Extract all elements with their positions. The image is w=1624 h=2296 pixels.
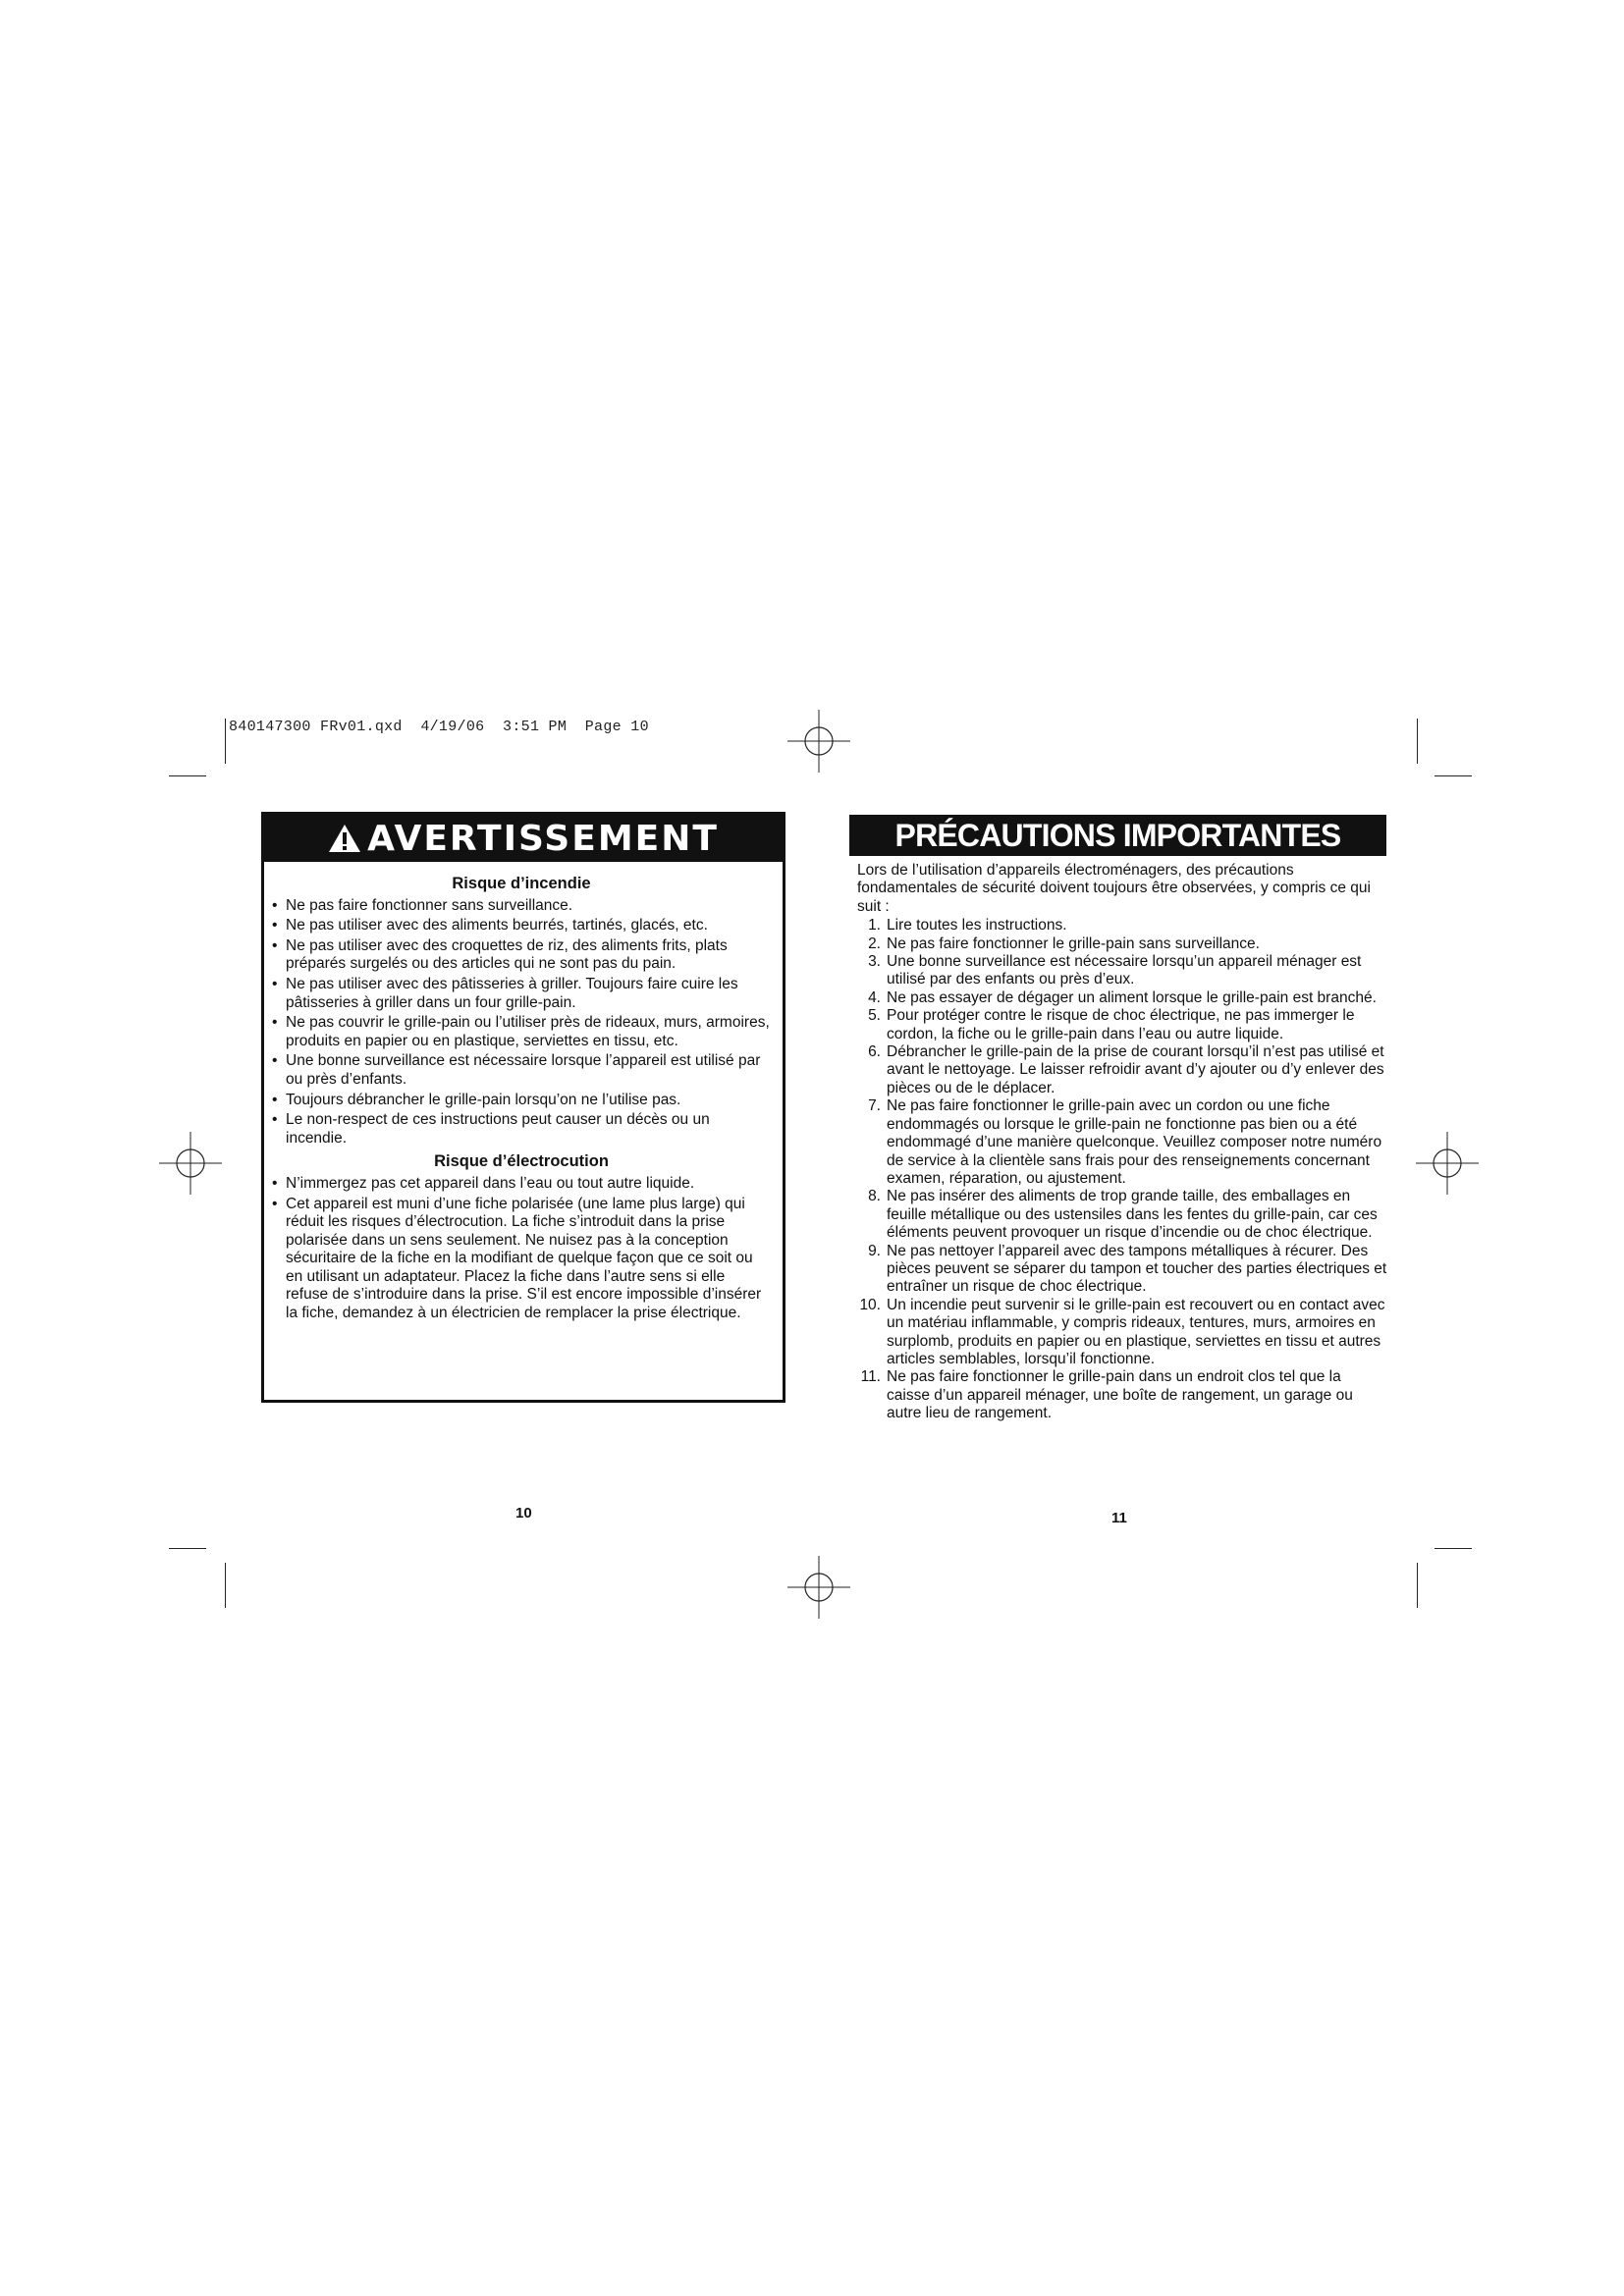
warning-title: AVERTISSEMENT: [367, 818, 719, 859]
list-item: • Toujours débrancher le grille-pain lorsqu’on ne l’utilise pas.: [272, 1092, 771, 1110]
list-item: • Le non-respect de ces instructions peut causer un décès ou un incendie.: [272, 1111, 771, 1148]
list-item: • Une bonne surveillance est nécessaire lorsque l’appareil est utilisé par ou près d’enfants.: [272, 1052, 771, 1089]
list-item: [857, 1188, 1387, 1242]
crop-mark: [169, 775, 206, 776]
item-text: Une bonne surveillance est nécessaire lorsqu’un appareil ménager est utilisé par des enfants ou près d’eux.: [887, 953, 1362, 988]
item-text: Ne pas faire fonctionner le grille-pain dans un endroit clos tel que la caisse d’un appareil ménager, une boîte de rangement, un garage ou autre lieu de rangement.: [887, 1368, 1353, 1422]
item-number: 7.: [868, 1097, 881, 1115]
list-item: [857, 1097, 1387, 1188]
item-number: 10.: [859, 1296, 881, 1313]
list-item: • N’immergez pas cet appareil dans l’eau ou tout autre liquide.: [272, 1175, 771, 1194]
fire-risk-list: [272, 897, 771, 1148]
list-item: • Cet appareil est muni d’une fiche polarisée (une lame plus large) qui réduit les risques d’électrocution. La fiche s’introduit dans la prise polarisée dans un sens seulement. Ne nuisez pas à la conception sécuritaire de la fiche en la modifiant de quelque façon que ce soit ou en utilisant un adaptateur. Placez la fiche dans l’autre sens si elle refuse de s’introduire dans la prise. S’il est encore impossible d’insérer la fiche, demandez à un électricien de remplacer la prise électrique.: [272, 1196, 771, 1323]
precautions-body: [857, 862, 1387, 1423]
precautions-intro: Lors de l’utilisation d’appareils électroménagers, des précautions fondamentales de sécurité doivent toujours être observées, y compris ce qui suit :: [857, 862, 1371, 915]
warning-box: [261, 812, 785, 1403]
shock-risk-list: [272, 1175, 771, 1323]
crop-mark: [1435, 1548, 1472, 1549]
item-number: 3.: [868, 953, 881, 971]
precautions-list: [857, 917, 1387, 1422]
crop-mark: [1417, 1563, 1418, 1608]
crop-mark: [1435, 775, 1472, 776]
item-number: 1.: [868, 917, 881, 934]
list-item: • Ne pas couvrir le grille-pain ou l’utiliser près de rideaux, murs, armoires, produits en papier ou en plastique, serviettes en tissu, etc.: [272, 1014, 771, 1050]
page-number-left: 10: [515, 1505, 532, 1522]
list-item: • Ne pas utiliser avec des aliments beurrés, tartinés, glacés, etc.: [272, 917, 771, 935]
list-item: [857, 935, 1387, 953]
list-item: [857, 1043, 1387, 1097]
list-item: [857, 1007, 1387, 1043]
list-item: • Ne pas faire fonctionner sans surveillance.: [272, 897, 771, 916]
shock-risk-heading: Risque d’électrocution: [434, 1152, 609, 1171]
list-item: [857, 989, 1387, 1007]
page-number-right: 11: [1111, 1510, 1127, 1526]
item-number: 6.: [868, 1043, 881, 1061]
item-number: 11.: [860, 1368, 881, 1386]
registration-mark-icon: [787, 710, 850, 773]
item-number: 4.: [868, 988, 881, 1006]
item-number: 9.: [868, 1242, 881, 1259]
item-text: Lire toutes les instructions.: [887, 917, 1067, 934]
fire-risk-heading: Risque d’incendie: [452, 875, 591, 892]
crop-mark: [169, 1548, 206, 1549]
list-item: [857, 953, 1387, 989]
list-item: • Ne pas utiliser avec des pâtisseries à griller. Toujours faire cuire les pâtisseries à griller dans un four grille-pain.: [272, 976, 771, 1012]
registration-mark-icon: [1416, 1132, 1479, 1195]
list-item: [857, 917, 1387, 934]
warning-triangle-icon: [328, 824, 361, 853]
item-text: Ne pas nettoyer l’appareil avec des tampons métalliques à récurer. Des pièces peuvent se séparer du tampon et toucher des parties électriques et entraîner un risque de choc électrique.: [887, 1242, 1387, 1296]
item-text: Ne pas faire fonctionner le grille-pain avec un cordon ou une fiche endommagés ou lorsque le grille-pain ne fonctionne pas bien ou a été endommagé d’une manière quelconque. Veuillez composer notre numéro de service à la clientèle sans frais pour des renseignements concernant examen, réparation, ou ajustement.: [887, 1097, 1382, 1187]
warning-banner: [264, 815, 783, 862]
printer-slug: 840147300 FRv01.qxd 4/19/06 3:51 PM Page 10: [229, 719, 649, 735]
item-text: Pour protéger contre le risque de choc électrique, ne pas immerger le cordon, la fiche ou le grille-pain dans l’eau ou autre liquide.: [887, 1007, 1355, 1042]
list-item: [857, 1297, 1387, 1369]
item-text: Ne pas insérer des aliments de trop grande taille, des emballages en feuille métallique ou des ustensiles dans les fentes du grille-pain, car ces éléments peuvent provoquer un risque d’incendie ou de choc électrique.: [887, 1188, 1378, 1242]
crop-mark: [225, 719, 226, 764]
item-text: Ne pas faire fonctionner le grille-pain sans surveillance.: [887, 934, 1260, 952]
registration-mark-icon: [787, 1556, 850, 1619]
list-item: • Ne pas utiliser avec des croquettes de riz, des aliments frits, plats préparés surgelés ou des articles qui ne sont pas du pain.: [272, 937, 771, 974]
crop-mark: [1417, 719, 1418, 764]
item-text: Débrancher le grille-pain de la prise de courant lorsqu’il n’est pas utilisé et avant le nettoyage. Le laisser refroidir avant d’y ajouter ou d’y enlever des pièces ou de le déplacer.: [887, 1043, 1384, 1096]
item-number: 2.: [868, 934, 881, 952]
precautions-banner: PRÉCAUTIONS IMPORTANTES: [849, 815, 1386, 856]
item-text: Ne pas essayer de dégager un aliment lorsque le grille-pain est branché.: [887, 988, 1377, 1006]
item-text: Un incendie peut survenir si le grille-pain est recouvert ou en contact avec un matériau inflammable, y compris rideaux, tentures, murs, armoires en surplomb, produits en papier ou en plastique, serviettes en tissu et autres articles semblables, lorsqu’il fonctionne.: [887, 1296, 1385, 1367]
crop-mark: [225, 1563, 226, 1608]
list-item: [857, 1368, 1387, 1422]
registration-mark-icon: [159, 1132, 222, 1195]
item-number: 8.: [868, 1188, 881, 1205]
list-item: [857, 1243, 1387, 1297]
item-number: 5.: [868, 1007, 881, 1025]
